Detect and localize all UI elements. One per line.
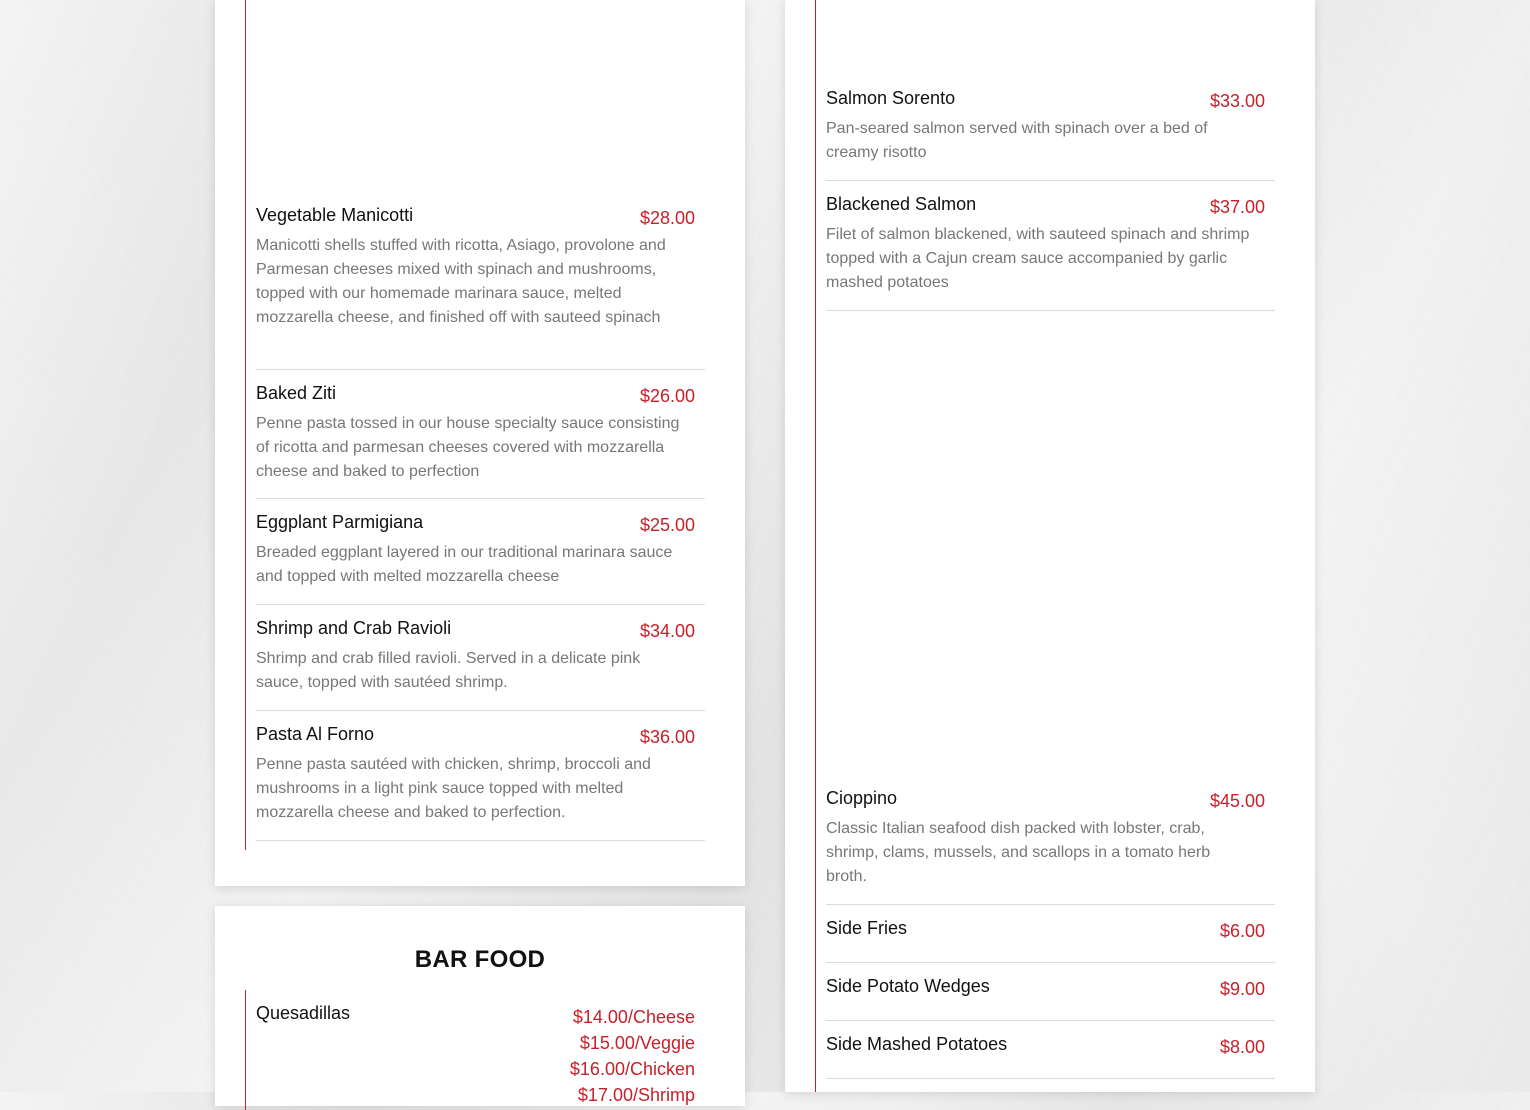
menu-item[interactable]: [256, 618, 705, 711]
section-title: BAR FOOD: [414, 946, 546, 973]
menu-item-description: Penne pasta sautéed with chicken, shrimp, broccoli and mushrooms in a light pink sauce topped with melted mozzarella cheese and baked to perfection.: [256, 756, 651, 821]
menu-item-description: Classic Italian seafood dish packed with lobster, crab, shrimp, clams, mussels, and scallops in a tomato herb broth.: [826, 820, 1211, 885]
menu-item[interactable]: [826, 1034, 1275, 1079]
menu-item-price: $36.00: [639, 727, 695, 747]
menu-item-price: $14.00/Cheese: [572, 1007, 695, 1027]
menu-item-name[interactable]: Quesadillas: [256, 1003, 351, 1023]
menu-item[interactable]: [826, 918, 1275, 963]
menu-item-description: Shrimp and crab filled ravioli. Served in a delicate pink sauce, topped with sautéed shrimp.: [256, 650, 641, 691]
menu-item-name: Side Mashed Potatoes: [826, 1034, 1008, 1054]
menu-item-description: Breaded eggplant layered in our traditional marinara sauce and topped with melted mozzarella cheese: [256, 544, 673, 585]
menu-item-name: Side Fries: [826, 918, 908, 938]
menu-item-description: Manicotti shells stuffed with ricotta, Asiago, provolone and Parmesan cheeses mixed with spinach and mushrooms, topped with our homemade marinara sauce, melted mozzarella cheese, and finished off with sauteed spinach: [256, 237, 666, 326]
menu-item-price: $17.00/Shrimp: [577, 1085, 695, 1105]
menu-item-name: Eggplant Parmigiana: [256, 512, 424, 532]
menu-item-price: $16.00/Chicken: [569, 1059, 695, 1079]
menu-item-price: $28.00: [639, 208, 695, 228]
menu-item[interactable]: [826, 788, 1275, 905]
menu-item-price: $6.00: [1219, 921, 1265, 941]
menu-item[interactable]: [826, 88, 1275, 181]
menu-item[interactable]: [826, 194, 1275, 311]
menu-item-price-list: [570, 1004, 695, 1108]
menu-item-name: Salmon Sorento: [826, 88, 956, 108]
menu-item-price: $15.00/Veggie: [579, 1033, 695, 1053]
menu-item-name: Pasta Al Forno: [256, 724, 375, 744]
menu-item[interactable]: [256, 724, 705, 841]
menu-item[interactable]: [826, 976, 1275, 1021]
menu-item-description: Pan-seared salmon served with spinach over a bed of creamy risotto: [826, 120, 1208, 161]
menu-item-price: $25.00: [639, 515, 695, 535]
menu-item-price: $8.00: [1219, 1037, 1265, 1057]
accent-divider-line: [245, 0, 246, 850]
menu-item-price: $26.00: [639, 386, 695, 406]
menu-item[interactable]: [256, 512, 705, 605]
menu-item-name: Baked Ziti: [256, 383, 337, 403]
bar-food-card: [215, 906, 745, 1106]
menu-item-price: $9.00: [1219, 979, 1265, 999]
menu-item-price: $37.00: [1209, 197, 1265, 217]
menu-item-name: Vegetable Manicotti: [256, 205, 414, 225]
menu-item-name: Side Potato Wedges: [826, 976, 990, 996]
menu-item-price: $45.00: [1209, 791, 1265, 811]
menu-item[interactable]: [256, 383, 705, 499]
menu-item-price: $33.00: [1209, 91, 1265, 111]
menu-item-description: Filet of salmon blackened, with sauteed spinach and shrimp topped with a Cajun cream sauce accompanied by garlic mashed potatoes: [826, 226, 1250, 291]
menu-item-name: Blackened Salmon: [826, 194, 977, 214]
seafood-menu-card: [785, 0, 1315, 1092]
accent-divider-line: [245, 990, 246, 1110]
menu-item-name: Cioppino: [826, 788, 898, 808]
menu-item-name: Shrimp and Crab Ravioli: [256, 618, 452, 638]
menu-item-price: $34.00: [639, 621, 695, 641]
pasta-menu-card: [215, 0, 745, 886]
menu-item[interactable]: [256, 205, 705, 370]
menu-item-description: Penne pasta tossed in our house specialty sauce consisting of ricotta and parmesan cheeses covered with mozzarella cheese and baked to perfection: [256, 415, 680, 480]
accent-divider-line: [815, 0, 816, 1092]
